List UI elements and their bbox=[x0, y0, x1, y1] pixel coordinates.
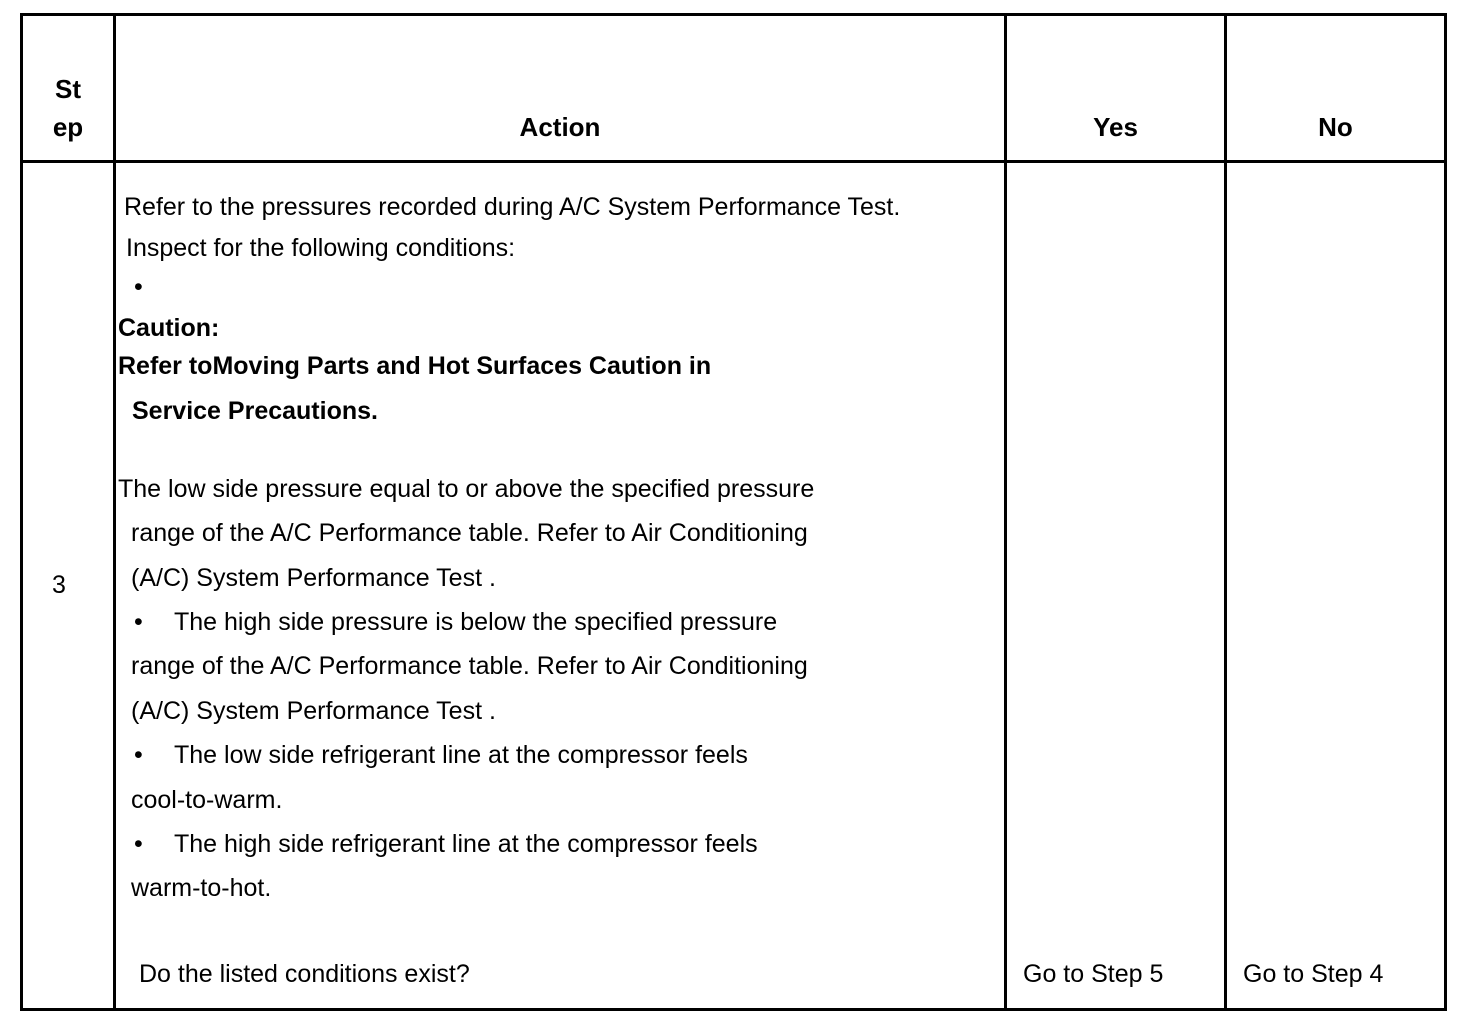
column-divider bbox=[113, 16, 116, 1008]
bullet: • bbox=[134, 741, 143, 769]
bullet: • bbox=[134, 608, 143, 636]
action-refer-line: Refer to the pressures recorded during A/C System Performance Test. bbox=[124, 193, 901, 221]
header-no: No bbox=[1318, 112, 1353, 142]
caution-title: Caution: bbox=[118, 314, 220, 342]
caution-line2: Service Precautions. bbox=[132, 397, 378, 425]
condition3-text: The low side refrigerant line at the compressor feels bbox=[174, 741, 748, 769]
condition4-line2: warm-to-hot. bbox=[131, 874, 272, 902]
condition2-line2: range of the A/C Performance table. Refer to Air Conditioning bbox=[131, 652, 808, 680]
condition1-line1: The low side pressure equal to or above the specified pressure bbox=[118, 475, 815, 503]
condition3-line1 bbox=[134, 740, 748, 770]
diagnostic-table bbox=[20, 13, 1447, 1011]
action-question: Do the listed conditions exist? bbox=[139, 960, 470, 988]
no-goto-step: Go to Step 4 bbox=[1243, 960, 1384, 988]
header-action: Action bbox=[519, 112, 601, 142]
yes-goto-step: Go to Step 5 bbox=[1023, 960, 1164, 988]
condition2-line1 bbox=[134, 607, 777, 637]
header-step bbox=[23, 70, 113, 146]
condition1-line3: (A/C) System Performance Test . bbox=[131, 564, 496, 592]
condition2-text: The high side pressure is below the specified pressure bbox=[174, 608, 778, 636]
bullet: • bbox=[134, 830, 143, 858]
condition4-text: The high side refrigerant line at the compressor feels bbox=[174, 830, 758, 858]
bullet-empty: • bbox=[134, 273, 143, 301]
header-step-line1: St bbox=[55, 74, 81, 104]
caution-line1: Refer toMoving Parts and Hot Surfaces Caution in bbox=[118, 352, 712, 380]
action-inspect-line: Inspect for the following conditions: bbox=[126, 234, 516, 262]
column-divider bbox=[1224, 16, 1227, 1008]
header-yes: Yes bbox=[1093, 112, 1138, 142]
header-divider bbox=[23, 160, 1444, 163]
step-number: 3 bbox=[52, 571, 66, 599]
condition3-line2: cool-to-warm. bbox=[131, 786, 283, 814]
header-step-line2: ep bbox=[52, 112, 84, 142]
column-divider bbox=[1004, 16, 1007, 1008]
condition2-line3: (A/C) System Performance Test . bbox=[131, 697, 496, 725]
condition4-line1 bbox=[134, 829, 758, 859]
condition1-line2: range of the A/C Performance table. Refer to Air Conditioning bbox=[131, 519, 808, 547]
